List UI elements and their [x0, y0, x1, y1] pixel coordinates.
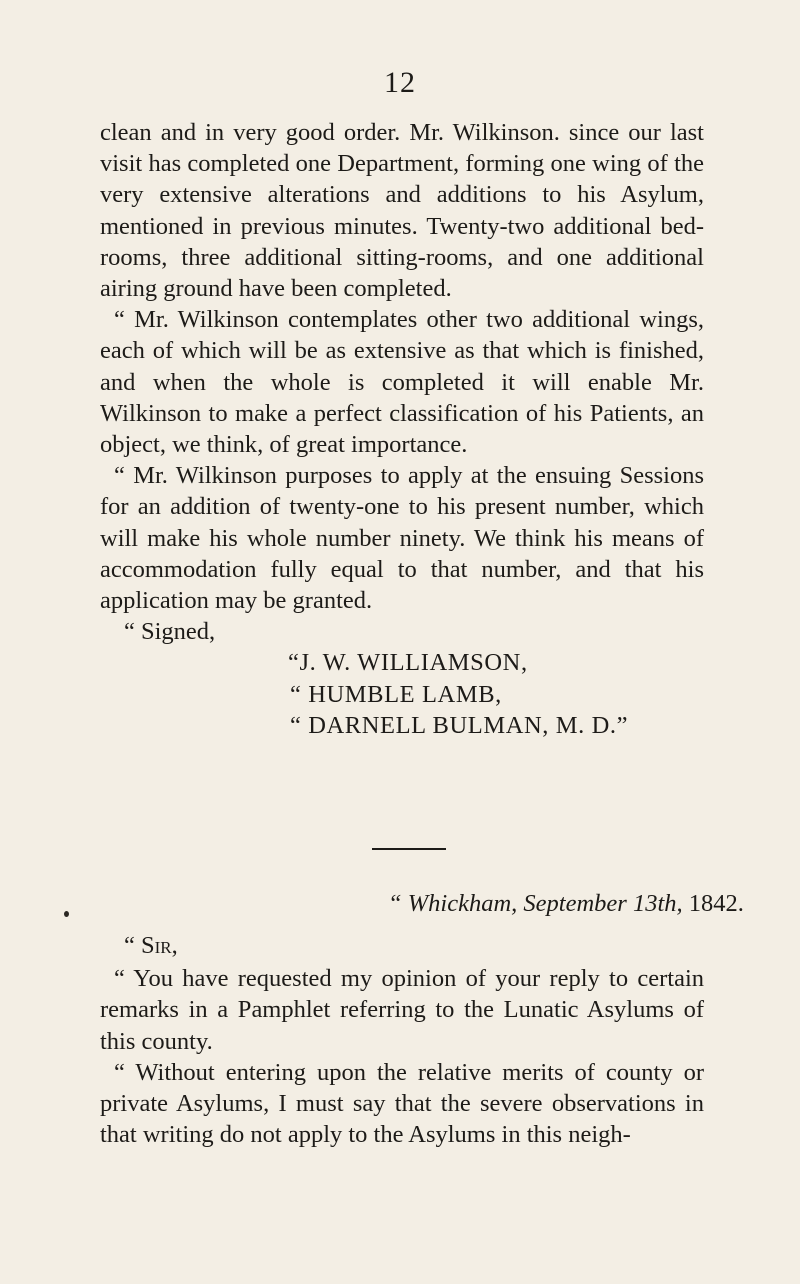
letter-paragraph-2: “ Without entering upon the relative merits of county or private Asylums, I must say that the severe observations in that writing do not apply to the Asylums in this neigh-	[100, 1058, 704, 1149]
letter-dateline	[388, 890, 744, 918]
report-paragraph-1: clean and in very good order. Mr. Wilkinson. since our last visit has completed one Department, forming one wing of the very extensive alterations and additions to his Asylum, mentioned in previous minutes. Twenty-two additional bed-rooms, three additional sitting-rooms, and one additional airing ground have been completed.	[100, 119, 704, 303]
signed-label: “ Signed,	[124, 618, 216, 646]
report-paragraph-3: “ Mr. Wilkinson purposes to apply at the ensuing Sessions for an addition of twenty-one to his present number, which will make his whole number ninety. We think his means of accommodation fully equal to that number, and that his application may be granted.	[100, 462, 704, 615]
page-number: 12	[384, 66, 416, 99]
signatory-lamb: “ HUMBLE LAMB,	[290, 680, 502, 708]
report-text	[100, 117, 704, 741]
signatory-williamson: “J. W. WILLIAMSON,	[288, 649, 528, 677]
dateline-place-date: “ Whickham, September 13th,	[388, 890, 683, 917]
report-paragraph-2: “ Mr. Wilkinson contemplates other two additional wings, each of which will be as extensive as that which is finished, and when the whole is completed it will enable Mr. Wilkinson to make a perfect classification of his Patients, an object, we think, of great importance.	[100, 306, 704, 459]
signatory-bulman: “ DARNELL BULMAN, M. D.”	[290, 711, 629, 739]
section-divider	[372, 848, 446, 850]
letter-text	[100, 930, 704, 1150]
margin-mark	[64, 911, 69, 917]
letter-paragraph-1: “ You have requested my opinion of your reply to certain remarks in a Pamphlet referring to the Lunatic Asylums of this county.	[100, 965, 704, 1055]
dateline-year: 1842.	[682, 890, 744, 917]
letter-salutation: “ Sir,	[124, 932, 178, 959]
